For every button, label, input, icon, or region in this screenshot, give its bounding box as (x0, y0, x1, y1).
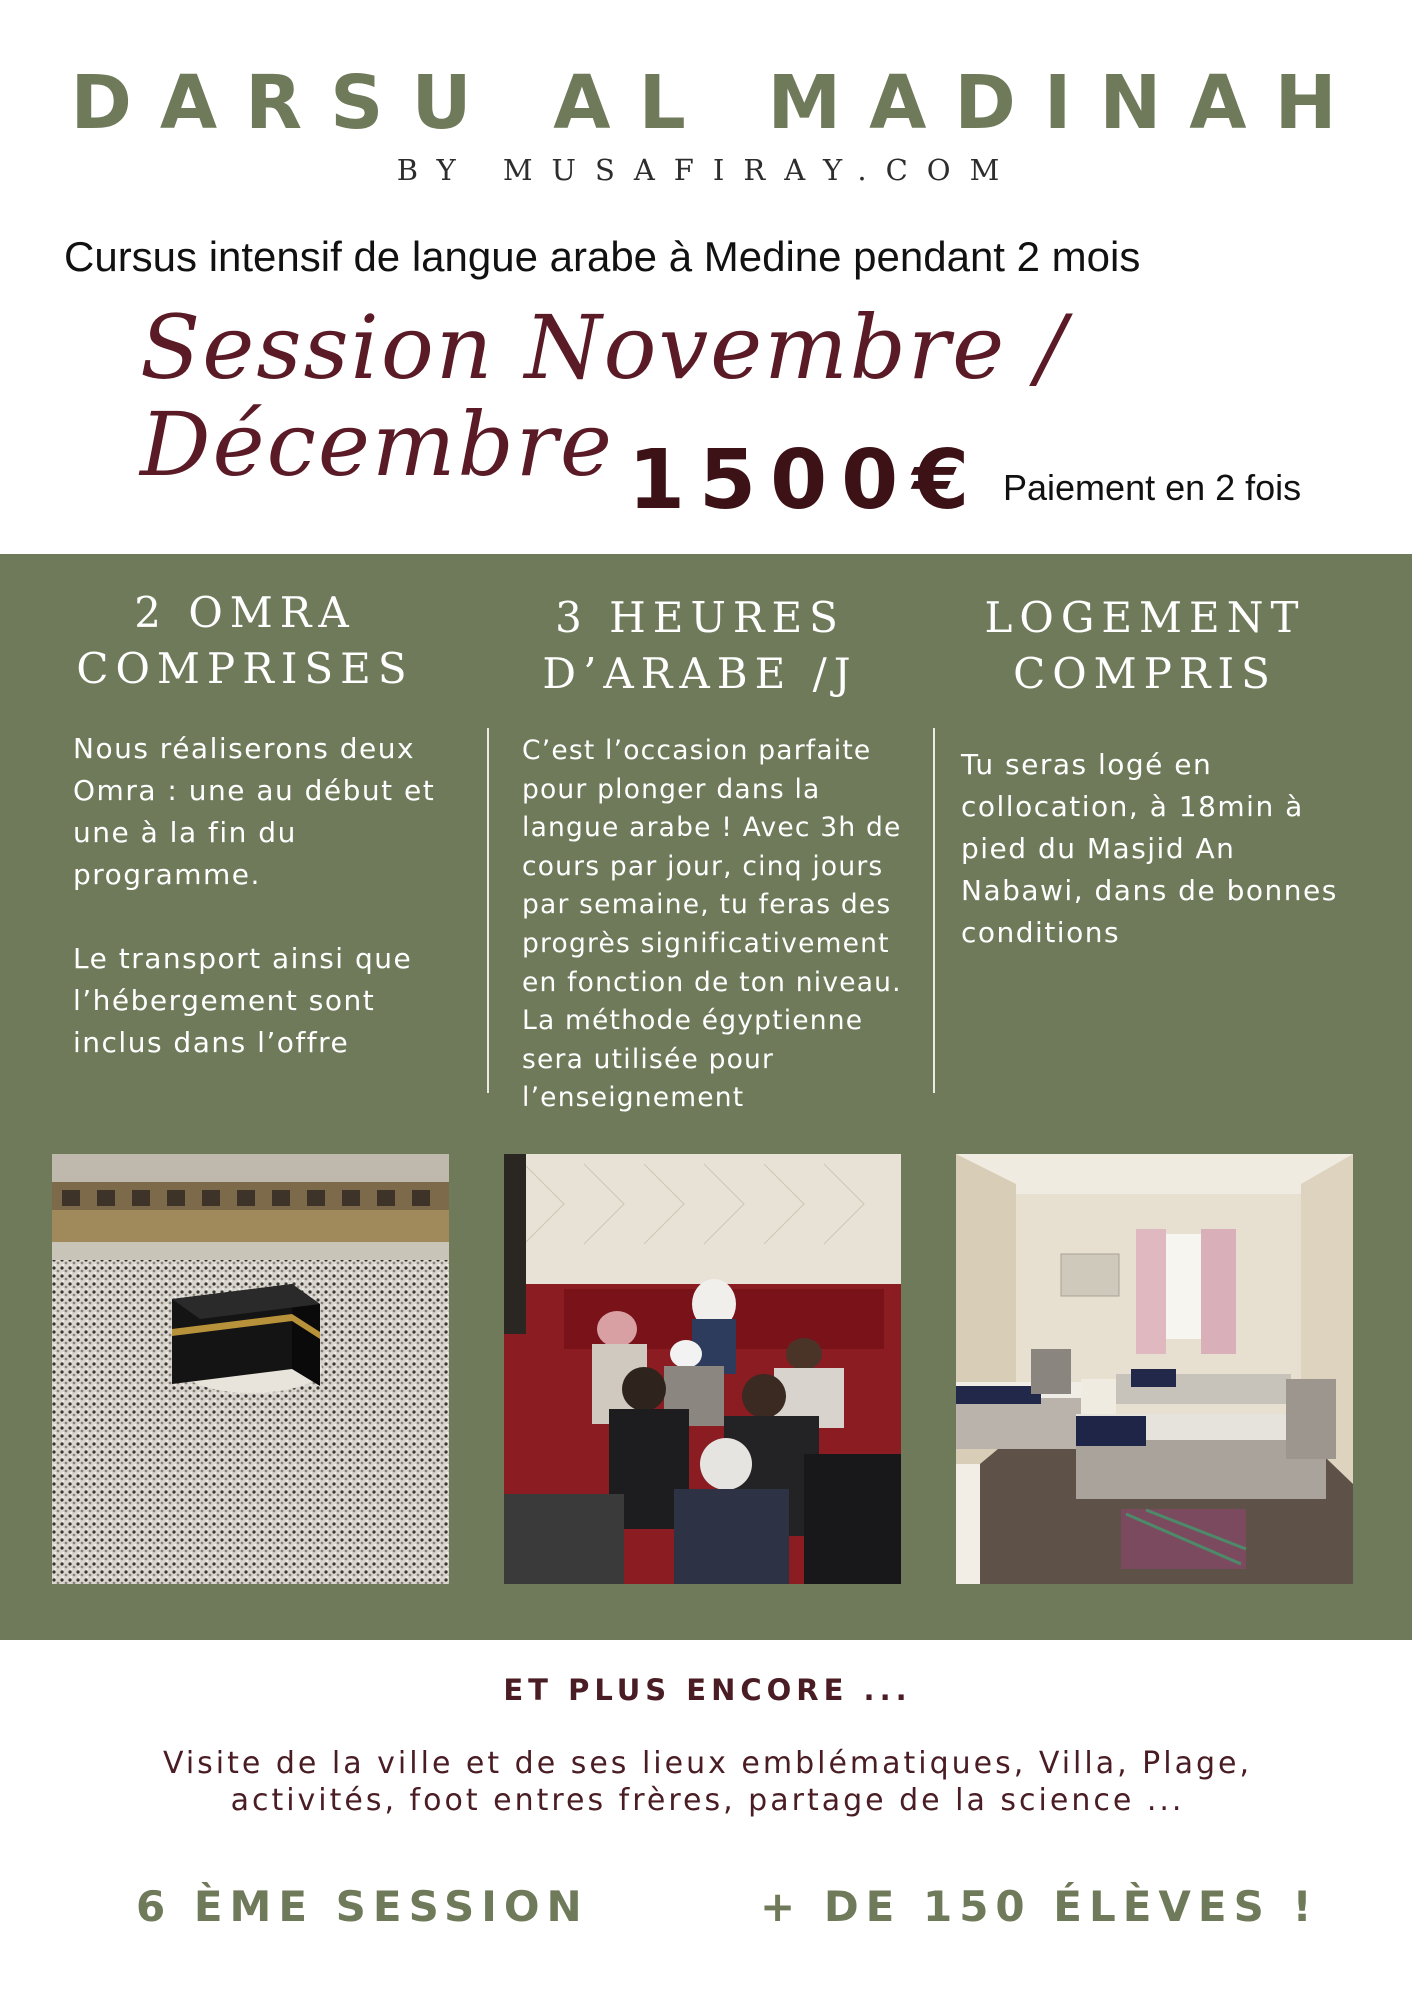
class-photo (504, 1154, 901, 1584)
brand-subtitle: BY MUSAFIRAY.COM (396, 153, 1019, 187)
session-title: Session Novembre / Décembre (140, 296, 1068, 496)
course-description: Cursus intensif de langue arabe à Medine pendant 2 mois (64, 233, 1141, 280)
feature-text-housing: Tu seras logé en collocation, à 18min à pied du Masjid An Nabawi, dans de bonnes conditions (961, 748, 1338, 949)
feature-title-omra: 2 OMRA COMPRISES (76, 588, 414, 693)
room-photo (956, 1154, 1353, 1584)
feature-text-arabic: C’est l’occasion parfaite pour plonger dans la langue arabe ! Avec 3h de cours par jour, cinq jours par semaine, tu feras des progrès significativement en fonction de ton niveau. La méthode égyptienne sera utilisée pour l’enseignement (522, 735, 902, 1114)
more-title: ET PLUS ENCORE ... (503, 1673, 912, 1707)
column-divider (933, 728, 935, 1093)
feature-title-arabic: 3 HEURES D’ARABE /J (542, 593, 858, 698)
students-count: + DE 150 ÉLÈVES ! (760, 1882, 1319, 1931)
feature-text-omra: Nous réaliserons deux Omra : une au début et une à la fin du programme. Le transport ainsi que l’hébergement sont inclus dans l’offre (73, 732, 436, 1059)
kaaba-photo (52, 1154, 449, 1584)
more-activities: Visite de la ville et de ses lieux emblématiques, Villa, Plage, activités, foot entres frères, partage de la science ... (162, 1746, 1253, 1818)
column-divider (487, 728, 489, 1093)
payment-info: Paiement en 2 fois (1003, 467, 1302, 508)
price: 1500€ (628, 433, 984, 528)
brand-title: DARSU AL MADINAH (70, 60, 1365, 146)
feature-title-housing: LOGEMENT COMPRIS (984, 593, 1306, 698)
session-count: 6 ÈME SESSION (136, 1882, 589, 1931)
